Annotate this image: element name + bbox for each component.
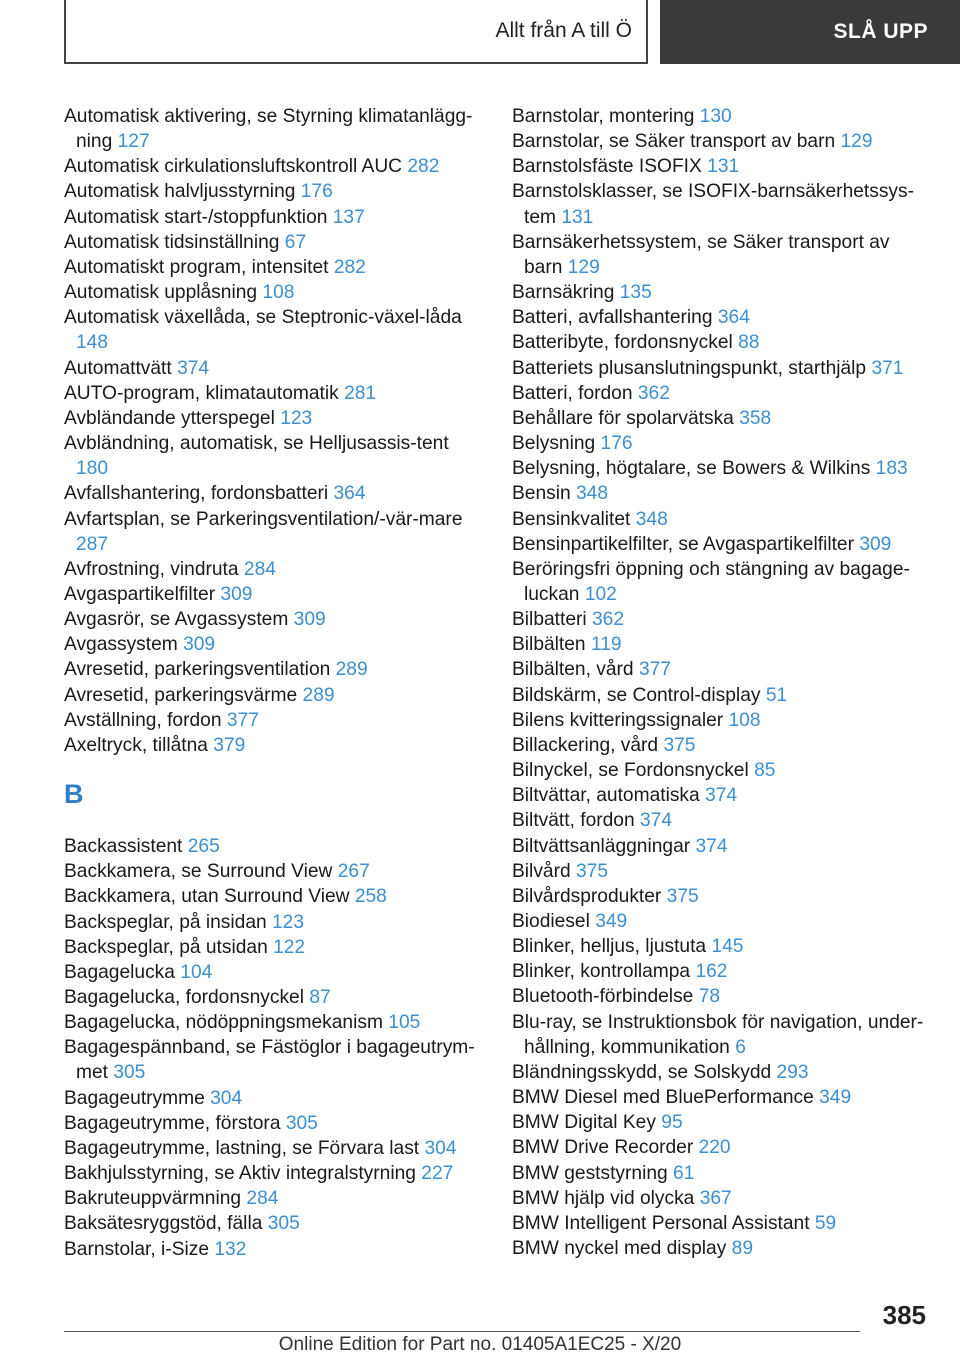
- index-entry: [512, 179, 932, 229]
- index-entry: [512, 1161, 932, 1186]
- index-entry: [512, 305, 932, 330]
- index-entry: [64, 481, 484, 506]
- page-link[interactable]: 358: [739, 407, 772, 429]
- index-entry: [512, 808, 932, 833]
- index-entry-text: BMW Diesel med BluePerformance: [512, 1087, 814, 1109]
- index-entry: [512, 129, 932, 154]
- page-link[interactable]: 375: [663, 734, 696, 756]
- index-entry-text: Bilvårdsprodukter: [512, 885, 662, 907]
- page-link[interactable]: 375: [666, 885, 699, 907]
- index-entry-text: Barnsäkerhetssystem, se Säker transport av barn: [512, 231, 890, 278]
- page-link[interactable]: 374: [705, 785, 738, 807]
- index-entry: [512, 481, 932, 506]
- tab-a-to-z[interactable]: Allt från A till Ö: [64, 0, 648, 64]
- page-link[interactable]: 309: [859, 533, 892, 555]
- page-link[interactable]: 349: [819, 1087, 852, 1109]
- index-entry-text: Barnstolar, montering: [512, 106, 695, 127]
- index-entry: [512, 431, 932, 456]
- page-link[interactable]: 132: [214, 1238, 247, 1260]
- index-entry-text: Avfrostning, vindruta: [64, 558, 239, 580]
- index-entry-text: Bagageutrymme, förstora: [64, 1112, 281, 1134]
- page-link[interactable]: 51: [765, 684, 788, 706]
- page-link[interactable]: 282: [333, 256, 366, 278]
- index-entry: [64, 1035, 484, 1085]
- page-link[interactable]: 123: [280, 407, 313, 429]
- index-entry-text: Bagagespännband, se Fästöglor i bagageutrym-met: [64, 1037, 475, 1084]
- index-entry-text: BMW hjälp vid olycka: [512, 1187, 695, 1209]
- index-entry-text: Automatisk start-/stoppfunktion: [64, 206, 328, 228]
- index-entry-text: Avbländande ytterspegel: [64, 407, 275, 429]
- index-entry: [512, 406, 932, 431]
- page-link[interactable]: 362: [592, 609, 625, 631]
- index-entry-text: Bilens kvitteringssignaler: [512, 709, 724, 731]
- page-link[interactable]: 379: [213, 734, 246, 756]
- index-entry: [512, 984, 932, 1009]
- index-entry: [64, 884, 484, 909]
- page-link[interactable]: 305: [267, 1213, 300, 1235]
- page-link[interactable]: 258: [354, 886, 387, 908]
- page-link[interactable]: 102: [584, 583, 617, 605]
- index-entry-text: Automatisk aktivering, se Styrning klimatanlägg-ning: [64, 106, 473, 153]
- index-entry-text: Bagageutrymme: [64, 1087, 205, 1109]
- page-link[interactable]: 183: [875, 458, 908, 480]
- page-link[interactable]: 89: [731, 1238, 754, 1260]
- index-entry-text: Bluetooth-förbindelse: [512, 986, 694, 1008]
- index-entry: [512, 1135, 932, 1160]
- page-link[interactable]: 227: [421, 1163, 454, 1185]
- top-navigation: [64, 0, 960, 66]
- page-link[interactable]: 371: [871, 357, 904, 379]
- index-entry-text: Batteri, avfallshantering: [512, 307, 713, 329]
- index-entry-text: Bilbälten: [512, 634, 586, 656]
- page-link[interactable]: 104: [180, 961, 213, 983]
- index-entry-text: Avgasrör, se Avgassystem: [64, 609, 289, 631]
- index-entry-text: Billackering, vård: [512, 734, 659, 756]
- index-entry: [64, 1161, 484, 1186]
- index-entry-text: Bensinpartikelfilter, se Avgaspartikelfilter: [512, 533, 854, 555]
- index-entry: [64, 935, 484, 960]
- page-link[interactable]: 364: [717, 307, 750, 329]
- index-entry: [64, 179, 484, 204]
- index-entry-text: Belysning, högtalare, se Bowers & Wilkins: [512, 458, 871, 480]
- index-entry-text: Axeltryck, tillåtna: [64, 734, 208, 756]
- page-link[interactable]: 367: [699, 1187, 732, 1209]
- index-entry-text: Avfallshantering, fordonsbatteri: [64, 483, 329, 505]
- index-entry: [64, 910, 484, 935]
- index-entry: [512, 154, 932, 179]
- index-entry: [64, 305, 484, 355]
- page-link[interactable]: 108: [262, 282, 295, 304]
- index-entry-text: Batteri, fordon: [512, 382, 633, 404]
- page-link[interactable]: 145: [711, 936, 744, 958]
- index-entry-text: Backspeglar, på utsidan: [64, 936, 268, 958]
- index-entry: [64, 960, 484, 985]
- page-link[interactable]: 67: [284, 231, 307, 253]
- page-link[interactable]: 137: [332, 206, 365, 228]
- index-entry-text: Bilbälten, vård: [512, 659, 634, 681]
- index-entry: [64, 230, 484, 255]
- index-column-right: [512, 104, 932, 1261]
- index-entry: [512, 607, 932, 632]
- index-entry: [512, 1085, 932, 1110]
- index-entry: [512, 959, 932, 984]
- index-entry-text: Avfartsplan, se Parkeringsventilation/-vär-mare: [64, 508, 463, 530]
- index-entry: [512, 632, 932, 657]
- index-entry: [64, 557, 484, 582]
- index-entry: [64, 683, 484, 708]
- index-entry: [64, 255, 484, 280]
- page-link[interactable]: 364: [333, 483, 366, 505]
- index-entry-text: Bilvård: [512, 860, 571, 882]
- page-link[interactable]: 130: [699, 106, 732, 127]
- index-entry-text: Batteribyte, fordonsnyckel: [512, 332, 733, 354]
- page-link[interactable]: 289: [335, 659, 368, 681]
- section-letter: B: [64, 779, 84, 810]
- index-entry-text: Bagagelucka: [64, 961, 175, 983]
- page-link[interactable]: 374: [640, 810, 673, 832]
- index-entry-text: Automatisk cirkulationsluftskontroll AUC: [64, 156, 403, 178]
- page-link[interactable]: 377: [226, 709, 259, 731]
- index-entry-text: Bildskärm, se Control-display: [512, 684, 761, 706]
- page-link[interactable]: 305: [113, 1062, 146, 1084]
- index-entry-text: Bilbatteri: [512, 609, 587, 631]
- index-list-right: [512, 104, 932, 1261]
- index-entry: [64, 154, 484, 179]
- index-entry-text: BMW Digital Key: [512, 1112, 656, 1134]
- index-entry-text: Backspeglar, på insidan: [64, 911, 267, 933]
- index-entry-text: Avgaspartikelfilter: [64, 583, 216, 605]
- index-entry: [512, 733, 932, 758]
- index-entry-text: Avbländning, automatisk, se Helljusassis-tent: [64, 433, 449, 455]
- index-entry-text: Biltvättar, automatiska: [512, 785, 700, 807]
- page-link[interactable]: 123: [272, 911, 305, 933]
- page-link[interactable]: 281: [344, 382, 377, 404]
- page-link[interactable]: 374: [177, 357, 210, 379]
- index-entry: [512, 532, 932, 557]
- index-entry-text: Bagageutrymme, lastning, se Förvara last: [64, 1137, 420, 1159]
- index-entry-text: BMW Drive Recorder: [512, 1137, 694, 1159]
- index-entry-text: Barnstolsklasser, se ISOFIX-barnsäkerhetssys-tem: [512, 181, 915, 228]
- page-link[interactable]: 267: [337, 861, 370, 883]
- index-entry-text: Avställning, fordon: [64, 709, 222, 731]
- index-entry: [64, 104, 484, 154]
- index-entry: [512, 456, 932, 481]
- index-entry-text: Backassistent: [64, 836, 183, 858]
- footer-divider: [64, 1331, 860, 1332]
- page-link[interactable]: 265: [187, 836, 220, 858]
- index-entry-text: Automattvätt: [64, 357, 172, 379]
- page-link[interactable]: 374: [695, 835, 728, 857]
- index-entry: [512, 934, 932, 959]
- index-entry: [64, 582, 484, 607]
- page-link[interactable]: 131: [561, 206, 594, 228]
- page-link[interactable]: 180: [76, 458, 109, 480]
- page-link[interactable]: 309: [220, 583, 253, 605]
- page-link[interactable]: 131: [707, 156, 740, 178]
- index-entry: [512, 834, 932, 859]
- index-entry-text: Backkamera, se Surround View: [64, 861, 333, 883]
- index-entry: [64, 356, 484, 381]
- index-entry: [512, 230, 932, 280]
- page-link[interactable]: 87: [309, 987, 331, 1008]
- page-link[interactable]: 59: [814, 1212, 837, 1234]
- page-link[interactable]: 289: [302, 684, 335, 706]
- index-entry-text: Bensin: [512, 483, 571, 505]
- page-link[interactable]: 284: [246, 1188, 279, 1210]
- index-entry-text: Barnstolsfäste ISOFIX: [512, 156, 702, 178]
- index-entry-text: Bakhjulsstyrning, se Aktiv integralstyrning: [64, 1163, 416, 1185]
- index-entry-text: Bagagelucka, nödöppningsmekanism: [64, 1012, 383, 1034]
- index-entry-text: Biodiesel: [512, 911, 590, 932]
- index-entry: [512, 1186, 932, 1211]
- index-entry: [64, 406, 484, 431]
- page-link[interactable]: 176: [300, 181, 333, 203]
- index-entry: [64, 1010, 484, 1035]
- page-number: 385: [882, 1300, 926, 1330]
- page-link[interactable]: 377: [638, 659, 671, 681]
- index-entry: [512, 557, 932, 607]
- index-entry: [512, 657, 932, 682]
- page-link[interactable]: 88: [738, 332, 760, 354]
- page-link[interactable]: 349: [595, 911, 628, 932]
- page-link[interactable]: 105: [388, 1012, 421, 1034]
- index-entry: [512, 356, 932, 381]
- page-link[interactable]: 348: [576, 483, 609, 505]
- index-entry-text: Barnstolar, se Säker transport av barn: [512, 131, 836, 153]
- page-link[interactable]: 309: [293, 609, 326, 631]
- index-entry-text: BMW geststyrning: [512, 1162, 668, 1184]
- index-entry-text: Biltvättsanläggningar: [512, 835, 691, 857]
- index-entry: [64, 632, 484, 657]
- index-entry-text: Backkamera, utan Surround View: [64, 886, 350, 908]
- index-entry-text: Avresetid, parkeringsventilation: [64, 659, 331, 681]
- index-entry: [512, 758, 932, 783]
- index-column-left: [64, 104, 484, 1262]
- index-entry-text: BMW Intelligent Personal Assistant: [512, 1212, 810, 1234]
- index-entry-text: Automatisk växellåda, se Steptronic-växel-låda: [64, 307, 462, 329]
- index-entry: [64, 507, 484, 557]
- page-link[interactable]: 375: [576, 860, 609, 882]
- index-entry: [512, 381, 932, 406]
- page-link[interactable]: 61: [673, 1162, 695, 1184]
- index-entry: [512, 1236, 932, 1261]
- index-entry: [512, 859, 932, 884]
- page-link[interactable]: 129: [840, 131, 873, 153]
- index-entry: [64, 859, 484, 884]
- page-link[interactable]: 78: [698, 986, 721, 1008]
- index-entry: [64, 985, 484, 1010]
- index-entry: [64, 607, 484, 632]
- index-entry: [64, 1136, 484, 1161]
- index-entry: [512, 104, 932, 129]
- page-link[interactable]: 362: [637, 382, 670, 404]
- page-link[interactable]: 108: [728, 709, 761, 731]
- index-entry: [512, 1010, 932, 1060]
- index-entry-text: Blinker, kontrollampa: [512, 961, 691, 983]
- index-entry: [512, 1110, 932, 1135]
- index-entry-text: Beröringsfri öppning och stängning av bagage-luckan: [512, 558, 910, 605]
- page-link[interactable]: 162: [695, 961, 728, 983]
- page-link[interactable]: 284: [243, 558, 276, 580]
- page-link[interactable]: 119: [590, 634, 622, 656]
- index-entry: [512, 708, 932, 733]
- page-link[interactable]: 85: [754, 760, 776, 782]
- index-entry-text: Bakruteuppvärmning: [64, 1188, 242, 1210]
- index-entry: [512, 280, 932, 305]
- page-link[interactable]: 122: [273, 936, 306, 958]
- index-entry: [64, 205, 484, 230]
- page-link[interactable]: 129: [567, 256, 600, 278]
- index-entry-text: Avresetid, parkeringsvärme: [64, 684, 298, 706]
- index-entry: [64, 381, 484, 406]
- page-link[interactable]: 287: [76, 533, 109, 555]
- page-link[interactable]: 293: [776, 1061, 809, 1083]
- index-entry-text: Behållare för spolarvätska: [512, 407, 734, 429]
- index-entry: [64, 1186, 484, 1211]
- page-link[interactable]: 305: [285, 1112, 318, 1134]
- index-entry: [512, 1060, 932, 1085]
- index-entry-text: Barnsäkring: [512, 282, 615, 304]
- index-entry-text: Batteriets plusanslutningspunkt, starthjälp: [512, 357, 867, 379]
- page-link[interactable]: 148: [76, 332, 109, 354]
- page-link[interactable]: 95: [661, 1112, 683, 1134]
- index-entry: [64, 1237, 484, 1262]
- index-entry-text: Belysning: [512, 433, 596, 455]
- index-entry: [512, 884, 932, 909]
- index-list-a: [64, 104, 484, 758]
- page-link[interactable]: 309: [183, 634, 216, 656]
- index-entry-text: Blinker, helljus, ljustuta: [512, 936, 707, 958]
- index-entry-text: Baksätesryggstöd, fälla: [64, 1213, 263, 1235]
- page-link[interactable]: 135: [619, 282, 652, 304]
- index-list-b: [64, 834, 484, 1262]
- index-entry: [512, 683, 932, 708]
- page-link[interactable]: 6: [735, 1036, 746, 1058]
- index-entry: [64, 1086, 484, 1111]
- index-entry-text: Bilnyckel, se Fordonsnyckel: [512, 760, 749, 782]
- index-entry: [512, 783, 932, 808]
- index-entry-text: Barnstolar, i-Size: [64, 1238, 210, 1260]
- index-entry-text: Automatiskt program, intensitet: [64, 256, 329, 278]
- page-link[interactable]: 348: [635, 508, 668, 530]
- index-entry: [512, 909, 932, 934]
- index-entry: [64, 733, 484, 758]
- page-link[interactable]: 304: [210, 1087, 243, 1109]
- index-entry-text: Bagagelucka, fordonsnyckel: [64, 987, 304, 1008]
- index-entry-text: Bländningsskydd, se Solskydd: [512, 1061, 772, 1083]
- index-entry-text: BMW nyckel med display: [512, 1238, 727, 1260]
- index-entry: [64, 280, 484, 305]
- page-link[interactable]: 282: [407, 156, 440, 178]
- index-entry-text: Blu-ray, se Instruktionsbok för navigation, under-hållning, kommunikation: [512, 1011, 924, 1058]
- index-entry-text: Automatisk upplåsning: [64, 282, 258, 304]
- index-entry: [64, 1111, 484, 1136]
- index-entry: [64, 1211, 484, 1236]
- page-link[interactable]: 220: [698, 1137, 731, 1159]
- index-entry: [64, 657, 484, 682]
- page-link[interactable]: 127: [117, 131, 150, 153]
- index-entry-text: Bensinkvalitet: [512, 508, 631, 530]
- tab-lookup[interactable]: SLÅ UPP: [660, 0, 960, 64]
- index-entry: [512, 330, 932, 355]
- index-entry: [512, 507, 932, 532]
- page-link[interactable]: 176: [600, 433, 633, 455]
- index-entry-text: Automatisk tidsinställning: [64, 231, 280, 253]
- index-entry: [64, 431, 484, 481]
- index-entry-text: AUTO-program, klimatautomatik: [64, 382, 339, 404]
- index-entry: [64, 834, 484, 859]
- index-entry-text: Biltvätt, fordon: [512, 810, 635, 832]
- footer-text: Online Edition for Part no. 01405A1EC25 - X/20: [278, 1334, 682, 1355]
- page-link[interactable]: 304: [424, 1137, 457, 1159]
- index-entry: [64, 708, 484, 733]
- index-entry-text: Avgassystem: [64, 634, 178, 656]
- index-entry-text: Automatisk halvljusstyrning: [64, 181, 296, 203]
- index-entry: [512, 1211, 932, 1236]
